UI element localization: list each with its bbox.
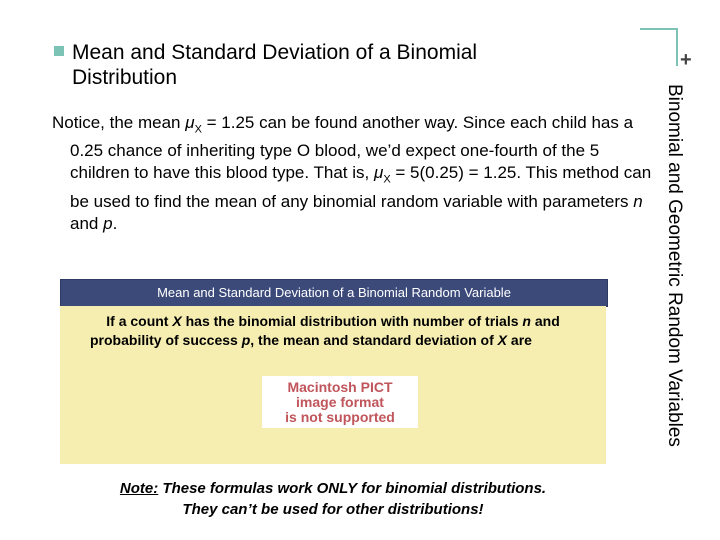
note bbox=[60, 478, 606, 520]
mu-subscript-2: X bbox=[383, 173, 391, 186]
mu-symbol-2: μ bbox=[373, 163, 384, 183]
definition-line-1: If a count X has the binomial distribution with number of trials n and bbox=[106, 313, 560, 329]
plus-icon: + bbox=[680, 49, 692, 71]
accent-rule-vertical bbox=[676, 30, 678, 66]
bullet-icon bbox=[54, 46, 64, 56]
definition-line-2: probability of success p, the mean and standard deviation of X are bbox=[90, 332, 532, 348]
note-label: Note: bbox=[119, 480, 159, 497]
title-line-1: Mean and Standard Deviation of a Binomial bbox=[72, 41, 478, 64]
body-text-2: = 1.25 can be found another way. Since each child has a 0.25 chance of inheriting type O blood, we’d expect one-fourth of the 5 children to have this blood type. That is, bbox=[70, 113, 634, 183]
page-title bbox=[72, 40, 634, 90]
definition-text bbox=[60, 312, 606, 350]
title-line-2: Distribution bbox=[72, 66, 178, 89]
side-title: Binomial and Geometric Random Variables bbox=[664, 84, 685, 447]
definition-box-header: Mean and Standard Deviation of a Binomial Random Variable bbox=[60, 279, 608, 307]
body-text-3: = 5(0.25) = 1.25. This method can be used to find the mean of any binomial random variable with parameters bbox=[70, 163, 652, 211]
mu-subscript: X bbox=[194, 123, 202, 136]
accent-rule-horizontal bbox=[640, 28, 678, 30]
note-line-1: These formulas work ONLY for binomial distributions. bbox=[158, 480, 547, 497]
body-end: . bbox=[112, 213, 118, 233]
note-line-2: They can’t be used for other distributions! bbox=[182, 501, 484, 518]
body-text-1: Notice, the mean bbox=[52, 113, 186, 132]
unsupported-image-placeholder: Macintosh PICT image format is not supported bbox=[262, 376, 418, 428]
body-and: and bbox=[70, 213, 104, 233]
title-block bbox=[54, 40, 634, 90]
mu-symbol: μ bbox=[185, 113, 195, 132]
var-n: n bbox=[633, 191, 643, 211]
body-paragraph bbox=[52, 112, 660, 235]
var-p: p bbox=[103, 213, 113, 233]
